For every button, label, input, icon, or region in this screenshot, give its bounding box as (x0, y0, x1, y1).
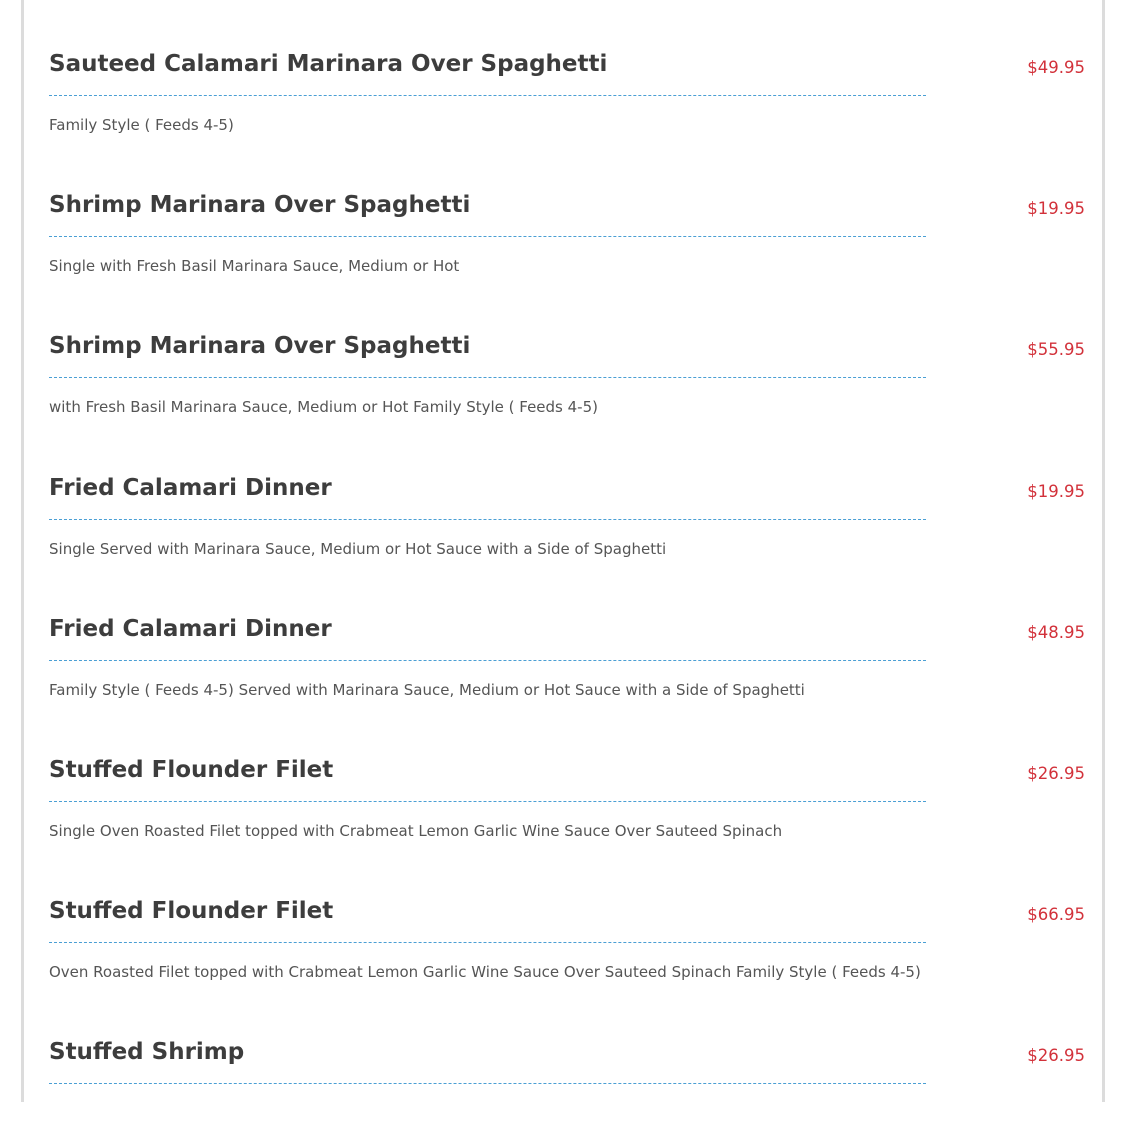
menu-item-divider (49, 1083, 926, 1084)
menu-item-description: Single with Fresh Basil Marinara Sauce, Medium or Hot (49, 257, 460, 275)
menu-item-name: Stuffed Flounder Filet (49, 757, 334, 783)
menu-item-description: Family Style ( Feeds 4-5) Served with Marinara Sauce, Medium or Hot Sauce with a Side of Spaghetti (49, 681, 805, 699)
menu-item-divider (49, 236, 926, 237)
menu-item[interactable] (24, 144, 1102, 285)
menu-item-divider (49, 942, 926, 943)
menu-item-price: $19.95 (1027, 199, 1085, 218)
menu-item-price: $48.95 (1027, 623, 1085, 642)
menu-item-name: Shrimp Marinara Over Spaghetti (49, 192, 471, 218)
menu-item-name: Shrimp Marinara Over Spaghetti (49, 333, 471, 359)
menu-item-name: Fried Calamari Dinner (49, 616, 332, 642)
menu-item-price: $66.95 (1027, 905, 1085, 924)
menu-item[interactable] (24, 991, 1102, 1132)
menu-item-price: $26.95 (1027, 1046, 1085, 1065)
menu-item-divider (49, 660, 926, 661)
menu-item-divider (49, 519, 926, 520)
menu-item-price: $19.95 (1027, 482, 1085, 501)
menu-item-price: $49.95 (1027, 58, 1085, 77)
menu-item-description: Single Oven Roasted Filet topped with Crabmeat Lemon Garlic Wine Sauce Over Sauteed Spinach (49, 822, 783, 840)
menu-item-description: Oven Roasted Filet topped with Crabmeat Lemon Garlic Wine Sauce Over Sauteed Spinach Family Style ( Feeds 4-5) (49, 963, 921, 981)
menu-item-divider (49, 377, 926, 378)
menu-item-price: $26.95 (1027, 764, 1085, 783)
menu-item[interactable] (24, 285, 1102, 426)
menu-item-description: Family Style ( Feeds 4-5) (49, 116, 234, 134)
menu-item-divider (49, 95, 926, 96)
menu-item-description: Single Served with Marinara Sauce, Medium or Hot Sauce with a Side of Spaghetti (49, 540, 667, 558)
menu-item[interactable] (24, 427, 1102, 568)
menu-item-divider (49, 801, 926, 802)
menu-item[interactable] (24, 568, 1102, 709)
menu-item[interactable] (24, 850, 1102, 991)
menu-panel (21, 0, 1105, 1102)
menu-item[interactable] (24, 709, 1102, 850)
menu-item-price: $55.95 (1027, 340, 1085, 359)
menu-item-description: with Fresh Basil Marinara Sauce, Medium or Hot Family Style ( Feeds 4-5) (49, 398, 598, 416)
menu-item-name: Fried Calamari Dinner (49, 475, 332, 501)
menu-item-name: Sauteed Calamari Marinara Over Spaghetti (49, 51, 608, 77)
menu-item[interactable] (24, 3, 1102, 144)
menu-item-name: Stuffed Flounder Filet (49, 898, 334, 924)
menu-item-name: Stuffed Shrimp (49, 1039, 245, 1065)
